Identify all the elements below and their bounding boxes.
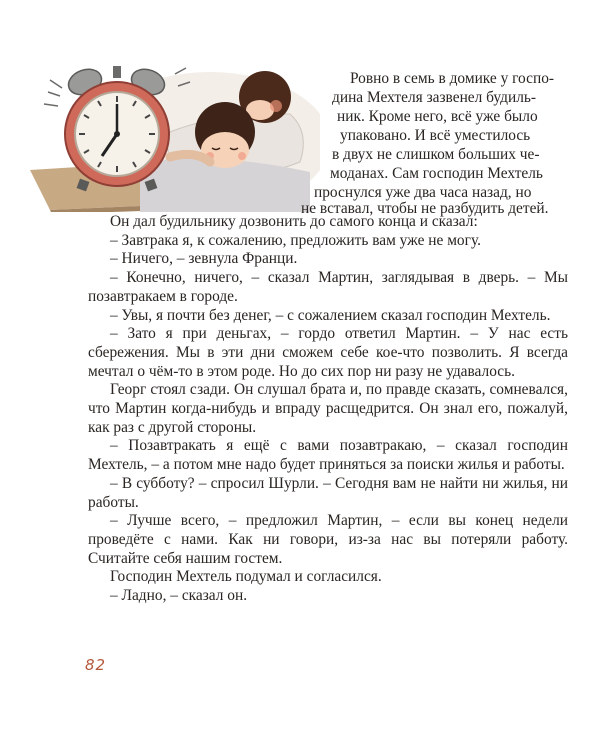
paragraph: – Увы, я почти без денег, – с сожалением сказал господин Мехтель. (110, 306, 551, 324)
paragraph: – Ладно, – сказал он. (110, 587, 248, 605)
intro-line-5: в двух не слишком больших че- (332, 146, 540, 163)
paragraph: – Ничего, – зевнула Франци. (110, 250, 298, 268)
paragraph: Он дал будильнику дозвонить до самого конца и сказал: (110, 213, 478, 230)
paragraph: – Позавтракать я ещё с вами позавтракаю, – сказал господин Мехтель, – а потом мне надо будет приняться за поиски жилья и работы. (88, 437, 568, 474)
intro-line-8: не вставал, чтобы не разбудить детей. (301, 200, 549, 217)
paragraph: – Конечно, ничего, – сказал Мартин, заглядывая в дверь. – Мы позавтракаем в городе. (88, 269, 568, 305)
intro-line-2: дина Мехтеля зазвенел будиль- (332, 89, 537, 106)
alarm-clock-illustration (20, 52, 320, 212)
paragraph: – Лучше всего, – предложил Мартин, – если вы конец недели проведёте с нами. Как ни говори, из-за нас вы потеряли работу. Считайте себя нашим гостем. (88, 512, 568, 567)
paragraph: Георг стоял сзади. Он слушал брата и, по правде сказать, сомневался, что Мартин когда-нибудь и впраду расщедрится. Он знал его, пожалуй, как раз с другой стороны. (88, 381, 568, 436)
intro-line-3: ник. Кроме него, всё уже было (337, 108, 538, 125)
intro-line-4: упаковано. И всё уместилось (340, 127, 531, 144)
paragraph: – Зато я при деньгах, – гордо ответил Мартин. – У нас есть сбережения. Мы в эти дни сможем себе кое-что позволить. Я всегда мечтал о чём-то в этом роде. Но до сих пор ни разу не удавалось. (88, 325, 568, 380)
story-text (88, 213, 568, 606)
paragraph: Господин Мехтель подумал и согласился. (110, 568, 382, 586)
page-number: 82 (85, 656, 107, 674)
intro-line-7: проснулся уже два часа назад, но (314, 184, 532, 201)
intro-line-6: моданах. Сам господин Мехтель (330, 165, 543, 182)
paragraph: – Завтрака я, к сожалению, предложить вам уже не могу. (110, 231, 481, 249)
intro-line-1: Ровно в семь в домике у госпо- (350, 70, 555, 87)
paragraph: – В субботу? – спросил Шурли. – Сегодня вам не найти ни жилья, ни работы. (88, 474, 568, 511)
